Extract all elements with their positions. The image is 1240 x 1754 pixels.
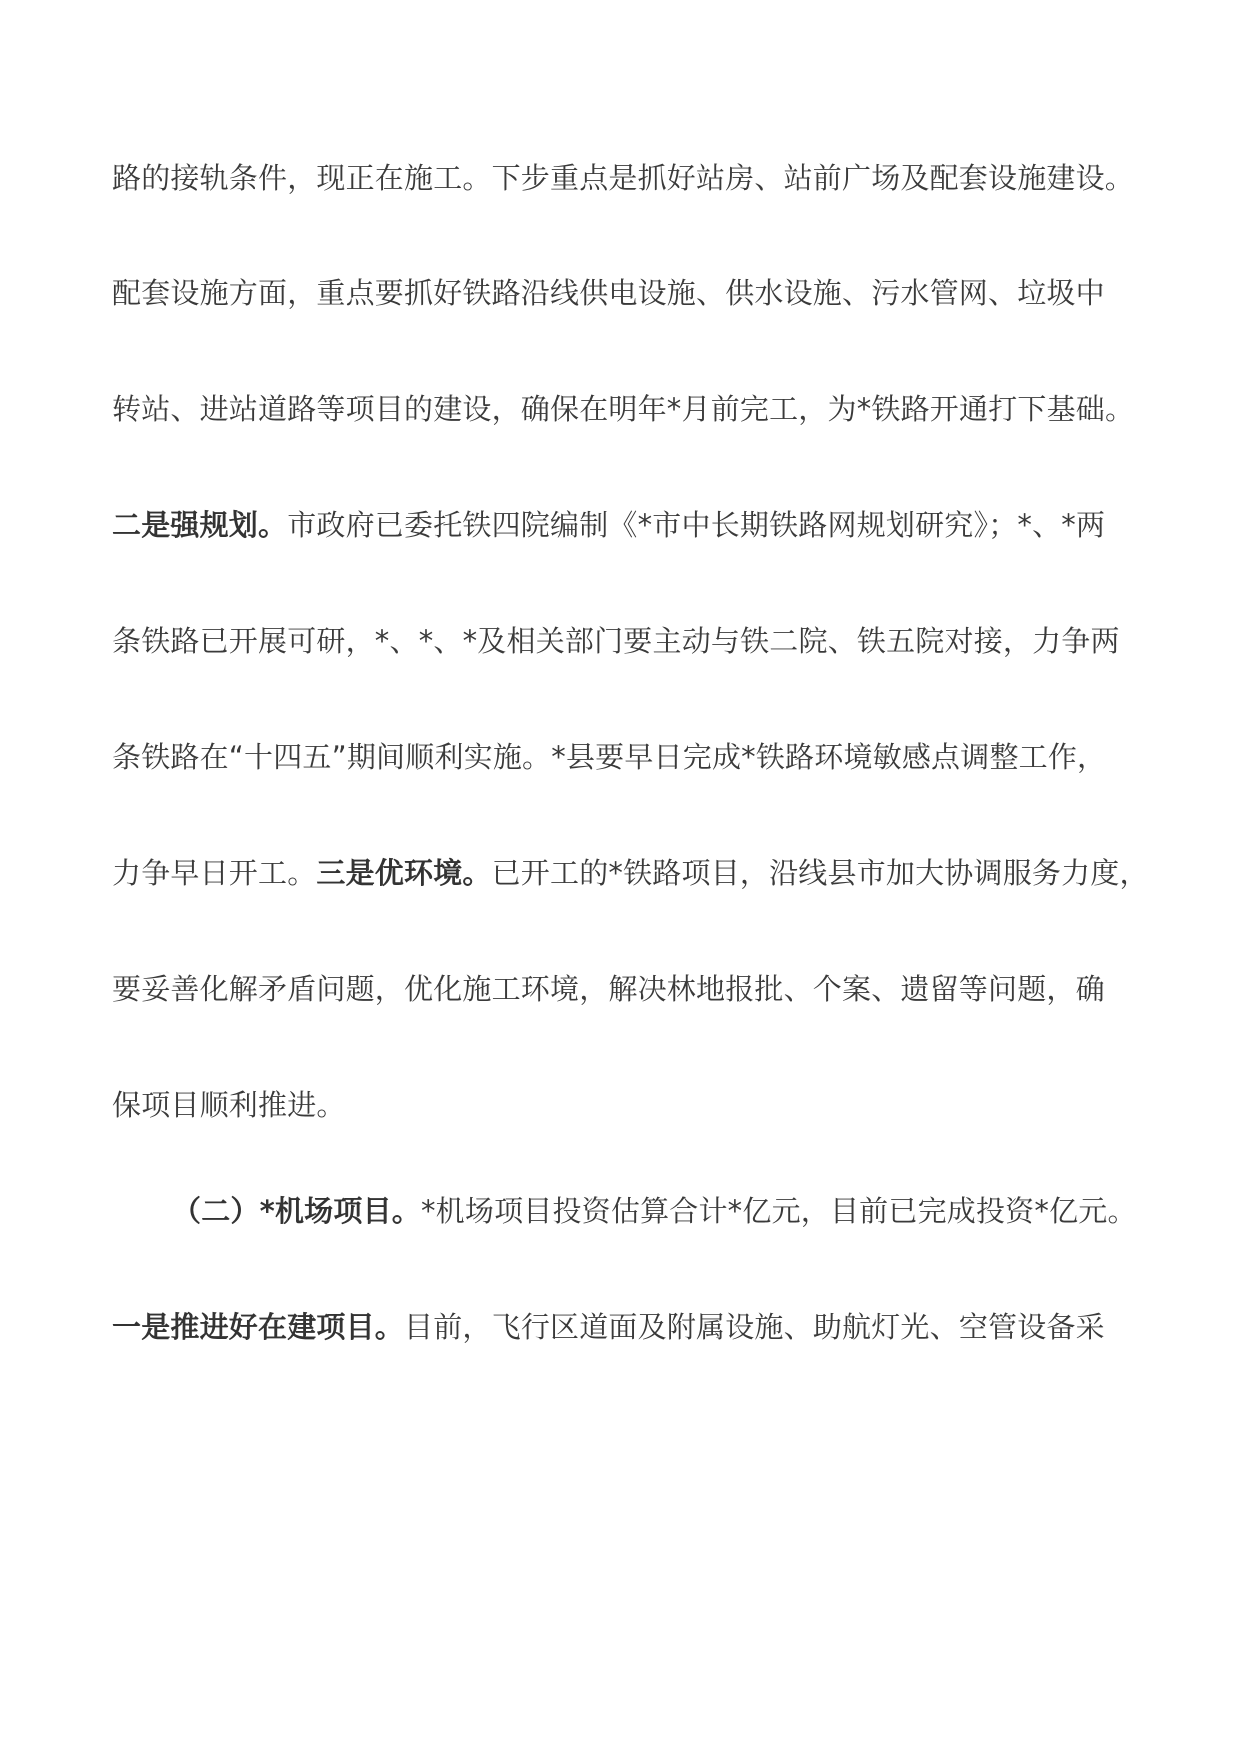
line-text: 保项目顺利推进。: [112, 1088, 346, 1122]
section-heading: 二是强规划。: [112, 508, 288, 542]
paragraph-line-7: [112, 853, 1149, 893]
paragraph-line-4: [112, 505, 1105, 545]
paragraph-line-1: [112, 158, 1134, 198]
line-text: 已开工的*铁路项目，沿线县市加大协调服务力度，: [491, 856, 1149, 890]
paragraph-line-6: [112, 737, 1106, 777]
paragraph-line-9: [112, 1085, 346, 1125]
paragraph-line-10: [172, 1191, 1137, 1231]
paragraph-line-3: [112, 389, 1134, 429]
section-heading: 三是优环境。: [316, 856, 492, 890]
paragraph-line-11: [112, 1307, 1105, 1347]
section-heading: 一是推进好在建项目。: [112, 1310, 405, 1344]
line-text: *机场项目投资估算合计*亿元，目前已完成投资*亿元。: [420, 1194, 1137, 1228]
line-text-pre: 力争早日开工。: [112, 856, 317, 890]
section-heading: （二）*机场项目。: [172, 1194, 421, 1228]
line-text: 配套设施方面，重点要抓好铁路沿线供电设施、供水设施、污水管网、垃圾中: [112, 276, 1105, 310]
paragraph-line-8: [112, 969, 1105, 1009]
line-text: 转站、进站道路等项目的建设，确保在明年*月前完工，为*铁路开通打下基础。: [112, 392, 1135, 426]
line-text: 市政府已委托铁四院编制《*市中长期铁路网规划研究》；*、*两: [287, 508, 1106, 542]
line-text: 条铁路在“十四五”期间顺利实施。*县要早日完成*铁路环境敏感点调整工作，: [112, 740, 1107, 774]
line-text: 目前，飞行区道面及附属设施、助航灯光、空管设备采: [404, 1310, 1105, 1344]
paragraph-line-2: [112, 273, 1105, 313]
line-text: 条铁路已开展可研，*、*、*及相关部门要主动与铁二院、铁五院对接，力争两: [112, 624, 1120, 658]
line-text: 要妥善化解矛盾问题，优化施工环境，解决林地报批、个案、遗留等问题，确: [112, 972, 1105, 1006]
line-text: 路的接轨条件，现正在施工。下步重点是抓好站房、站前广场及配套设施建设。: [112, 161, 1135, 195]
paragraph-line-5: [112, 621, 1120, 661]
